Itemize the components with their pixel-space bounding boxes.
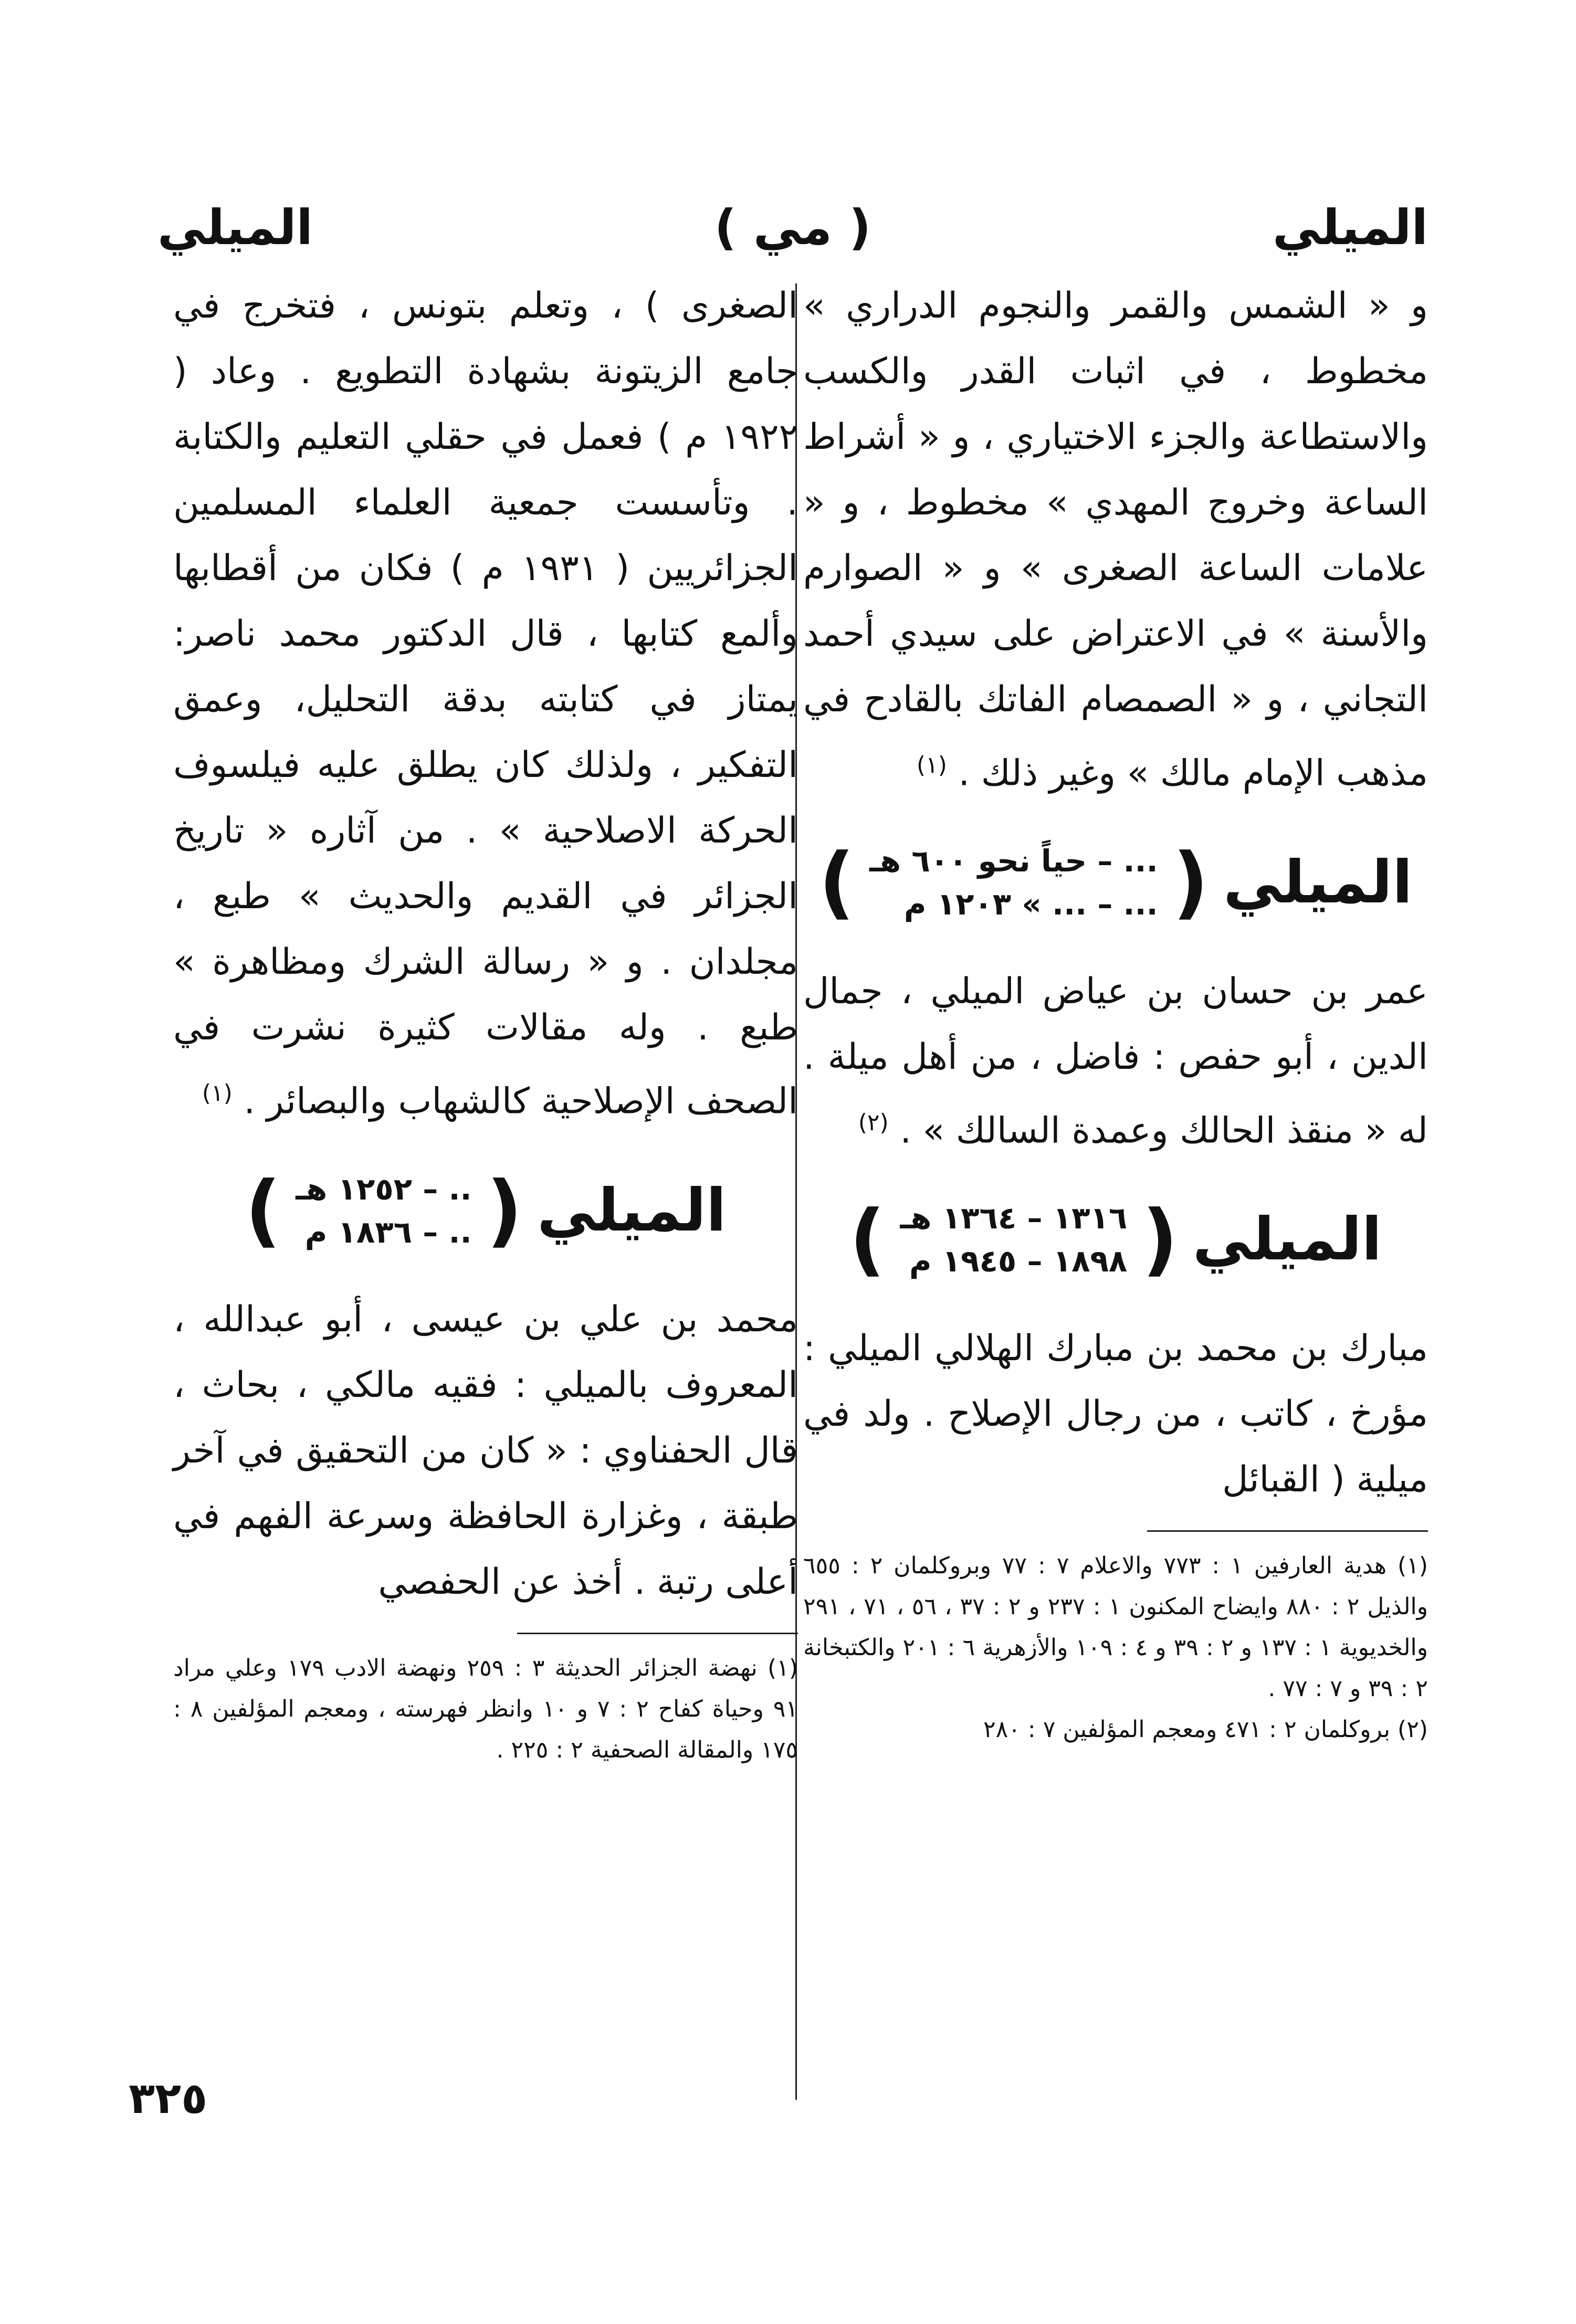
entry-heading (173, 1164, 798, 1256)
footnote-rule (517, 1633, 798, 1634)
entry-name: الميلي (1223, 848, 1413, 917)
open-paren: ( (486, 1164, 523, 1256)
paragraph-text: عمر بن حسان بن عياض الميلي ، جمال الدين ، أبو حفص : فاضل ، من أهل ميلة . له « منقذ الحالك وعمدة السالك » . (803, 970, 1428, 1152)
footnote-marker: (٢) (858, 1109, 889, 1136)
close-paren: ) (849, 1194, 886, 1286)
entry-dates (900, 1200, 1127, 1279)
entry-dates (869, 843, 1158, 922)
running-header (157, 199, 1428, 273)
date-gregorian: .. – ١٨٣٦ م (304, 1214, 472, 1250)
entry-name: الميلي (1192, 1205, 1382, 1274)
left-column (173, 273, 798, 1771)
date-hijri: ... – حياً نحو ٦٠٠ هـ (869, 843, 1158, 879)
right-column (803, 273, 1428, 1750)
paragraph-text: محمد بن علي بن عيسى ، أبو عبدالله ، المعروف بالميلي : فقيه مالكي ، بحاث ، قال الحفناوي : « كان من التحقيق في آخر طبقة ، وغزارة الحافظة وسرعة الفهم في أعلى رتبة . أخذ عن الحفصي (173, 1298, 798, 1603)
footnote: (٢) بروكلمان ٢ : ٤٧١ ومعجم المؤلفين ٧ : ٢٨٠ (983, 1716, 1428, 1743)
paragraph-text: مبارك بن محمد بن مبارك الهلالي الميلي : مؤرخ ، كاتب ، من رجال الإصلاح . ولد في ميلية ( القبائل (803, 1328, 1428, 1501)
page-number: ٣٢٥ (129, 2074, 208, 2123)
entry-paragraph (803, 1316, 1428, 1512)
footnote: (١) نهضة الجزائر الحديثة ٣ : ٢٥٩ ونهضة الادب ١٧٩ وعلي مراد ٩١ وحياة كفاح ٢ : ٧ و ١٠ وانظر فهرسته ، ومعجم المؤلفين ٨ : ١٧٥ والمقالة الصحفية ٢ : ٢٢٥ . (173, 1654, 798, 1763)
entry-paragraph (803, 959, 1428, 1164)
footnote-marker: (١) (916, 752, 947, 779)
date-gregorian: ... – ... » ١٢٠٣ م (903, 886, 1158, 922)
open-paren: ( (1172, 836, 1209, 928)
date-hijri: .. – ١٢٥٢ هـ (296, 1171, 472, 1207)
footnote-marker: (١) (202, 1080, 233, 1107)
header-section-marker: ( مي ) (714, 199, 871, 256)
entry-dates (296, 1171, 471, 1250)
header-word-right: الميلي (1273, 199, 1428, 256)
continuation-paragraph (803, 273, 1428, 806)
date-gregorian: ١٨٩٨ – ١٩٤٥ م (909, 1243, 1128, 1279)
footnote: (١) هدية العارفين ١ : ٧٧٣ والاعلام ٧ : ٧٧ وبروكلمان ٢ : ٦٥٥ والذيل ٢ : ٨٨٠ وايضاح المكنون ١ : ٢٣٧ و ٢ : ٣٧ ، ٥٦ ، ٧١ ، ٢٩١ والخديوية ١ : ١٣٧ و ٢ : ٣٩ و ٤ : ١٠٩ والأزهرية ٦ : ٢٠١ والكتبخانة ٢ : ٣٩ و ٧ : ٧٧ . (803, 1552, 1428, 1702)
paragraph-text: و « الشمس والقمر والنجوم الدراري » مخطوط ، في اثبات القدر والكسب والاستطاعة والجزء الاختياري ، و « أشراط الساعة وخروج المهدي » مخطوط ، و « علامات الساعة الصغرى » و « الصوارم والأسنة » في الاعتراض على سيدي أحمد التجاني ، و « الصمصام الفاتك بالقادح في مذهب الإمام مالك » وغير ذلك . (803, 285, 1428, 794)
footnote-rule (1147, 1530, 1428, 1532)
close-paren: ) (818, 836, 855, 928)
header-word-left: الميلي (157, 199, 313, 256)
date-hijri: ١٣١٦ – ١٣٦٤ هـ (900, 1200, 1128, 1236)
entry-heading (803, 1194, 1428, 1286)
continuation-paragraph (173, 273, 798, 1134)
paragraph-text: الصغرى ) ، وتعلم بتونس ، فتخرج في جامع الزيتونة بشهادة التطويع . وعاد ( ١٩٢٢ م ) فعمل في حقلي التعليم والكتابة . وتأسست جمعية العلماء المسلمين الجزائريين ( ١٩٣١ م ) فكان من أقطابها وألمع كتابها ، قال الدكتور محمد ناصر: يمتاز في كتابته بدقة التحليل، وعمق التفكير ، ولذلك كان يطلق عليه فيلسوف الحركة الاصلاحية » . من آثاره « تاريخ الجزائر في القديم والحديث » طبع ، مجلدان . و « رسالة الشرك ومظاهرة » طبع . وله مقالات كثيرة نشرت في الصحف الإصلاحية كالشهاب والبصائر . (173, 285, 798, 1122)
open-paren: ( (1142, 1194, 1178, 1286)
entry-paragraph (173, 1287, 798, 1615)
entry-heading (803, 836, 1428, 928)
entry-name: الميلي (537, 1176, 727, 1245)
close-paren: ) (245, 1164, 281, 1256)
